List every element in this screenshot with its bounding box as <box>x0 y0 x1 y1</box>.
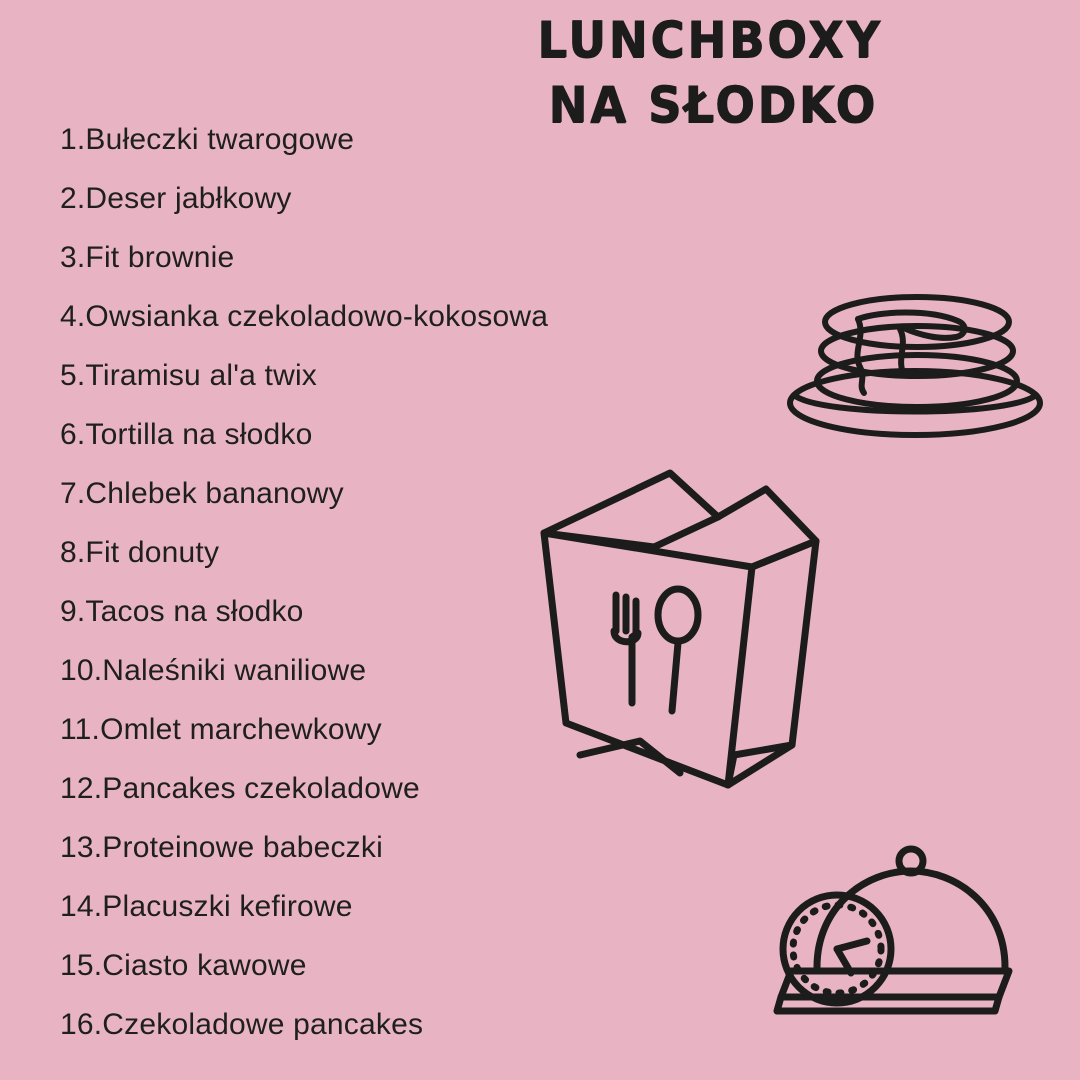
pancakes-stack-icon <box>780 285 1050 445</box>
list-item: 16.Czekoladowe pancakes <box>60 1008 424 1041</box>
title-line-2: NA SŁODKO <box>548 75 878 134</box>
list-item: 7.Chlebek bananowy <box>60 477 344 510</box>
list-item: 5.Tiramisu al'a twix <box>60 359 318 392</box>
list-item: 6.Tortilla na słodko <box>60 418 313 451</box>
list-item: 11.Omlet marchewkowy <box>60 713 382 746</box>
list-item: 13.Proteinowe babeczki <box>60 831 383 864</box>
cloche-clock-icon <box>755 845 1015 1045</box>
list-item: 15.Ciasto kawowe <box>60 949 307 982</box>
list-item: 2.Deser jabłkowy <box>60 182 292 215</box>
list-item: 12.Pancakes czekoladowe <box>60 772 420 805</box>
title-line-1: LUNCHBOXY <box>537 11 883 69</box>
list-item: 9.Tacos na słodko <box>60 595 304 628</box>
list-item: 3.Fit brownie <box>60 241 235 274</box>
list-item: 8.Fit donuty <box>60 536 220 569</box>
page-title <box>470 11 950 143</box>
list-item: 14.Placuszki kefirowe <box>60 890 353 923</box>
list-item: 4.Owsianka czekoladowo-kokosowa <box>60 300 549 333</box>
list-item: 10.Naleśniki waniliowe <box>60 654 367 687</box>
list-item: 1.Bułeczki twarogowe <box>60 123 355 156</box>
lunch-bag-icon <box>520 455 840 805</box>
